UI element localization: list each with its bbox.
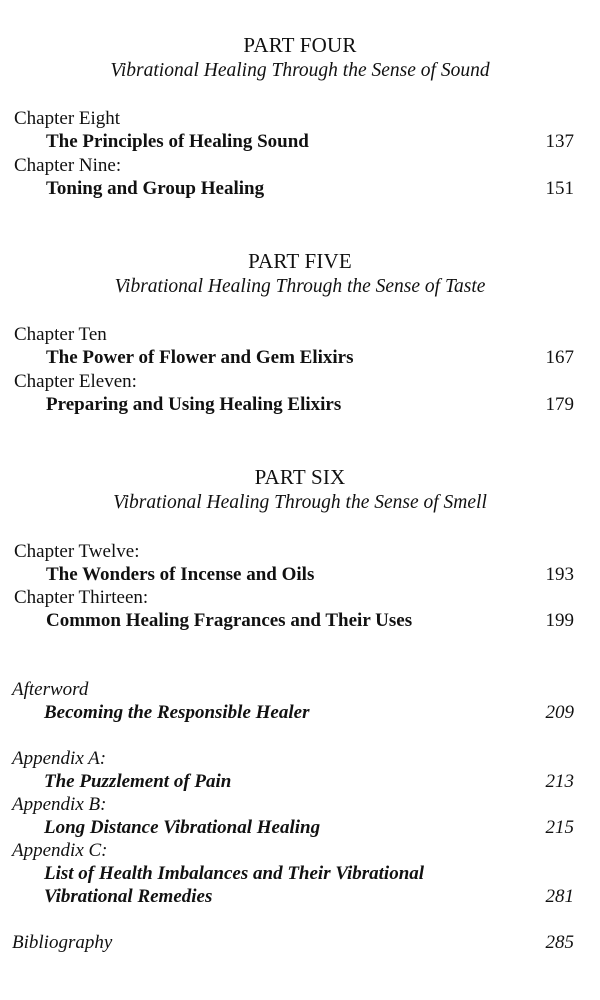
chapter-eleven-title: Preparing and Using Healing Elixirs <box>46 394 342 415</box>
chapter-eight-title: The Principles of Healing Sound <box>46 131 309 152</box>
appendix-b-page: 215 <box>545 817 574 838</box>
chapter-ten-page: 167 <box>545 347 574 368</box>
bibliography-label: Bibliography <box>12 932 113 953</box>
chapter-ten-title: The Power of Flower and Gem Elixirs <box>46 347 354 368</box>
chapter-nine-label: Chapter Nine: <box>14 155 122 176</box>
chapter-eleven-label: Chapter Eleven: <box>14 371 137 392</box>
part-four-subtitle: Vibrational Healing Through the Sense of Sound <box>110 60 490 81</box>
chapter-twelve-page: 193 <box>545 564 574 585</box>
chapter-twelve-title: The Wonders of Incense and Oils <box>46 564 315 585</box>
appendix-b-title: Long Distance Vibrational Healing <box>44 817 321 838</box>
chapter-thirteen-title: Common Healing Fragrances and Their Uses <box>46 610 413 631</box>
appendix-c-title-line2: Vibrational Remedies <box>44 886 213 907</box>
afterword-title: Becoming the Responsible Healer <box>44 702 310 723</box>
chapter-eight-label: Chapter Eight <box>14 108 121 129</box>
part-six-subtitle: Vibrational Healing Through the Sense of Smell <box>113 492 487 513</box>
chapter-twelve-label: Chapter Twelve: <box>14 541 140 562</box>
appendix-c-label: Appendix C: <box>12 840 108 861</box>
afterword-page: 209 <box>545 702 574 723</box>
chapter-eight-page: 137 <box>545 131 574 152</box>
part-five-subtitle: Vibrational Healing Through the Sense of Taste <box>114 276 486 297</box>
chapter-nine-page: 151 <box>545 178 574 199</box>
appendix-a-title: The Puzzlement of Pain <box>44 771 232 792</box>
chapter-thirteen-page: 199 <box>545 610 574 631</box>
appendix-c-title-line1: List of Health Imbalances and Their Vibrational <box>44 863 425 884</box>
appendix-a-label: Appendix A: <box>12 748 107 769</box>
bibliography-page: 285 <box>545 932 574 953</box>
appendix-b-label: Appendix B: <box>12 794 107 815</box>
appendix-a-page: 213 <box>545 771 574 792</box>
chapter-eleven-page: 179 <box>545 394 574 415</box>
chapter-ten-label: Chapter Ten <box>14 324 107 345</box>
part-six-heading: PART SIX <box>254 465 346 489</box>
part-four-heading: PART FOUR <box>243 33 357 57</box>
appendix-c-page: 281 <box>545 886 574 907</box>
part-five-heading: PART FIVE <box>248 249 352 273</box>
chapter-nine-title: Toning and Group Healing <box>46 178 265 199</box>
afterword-label: Afterword <box>12 679 89 700</box>
chapter-thirteen-label: Chapter Thirteen: <box>14 587 149 608</box>
